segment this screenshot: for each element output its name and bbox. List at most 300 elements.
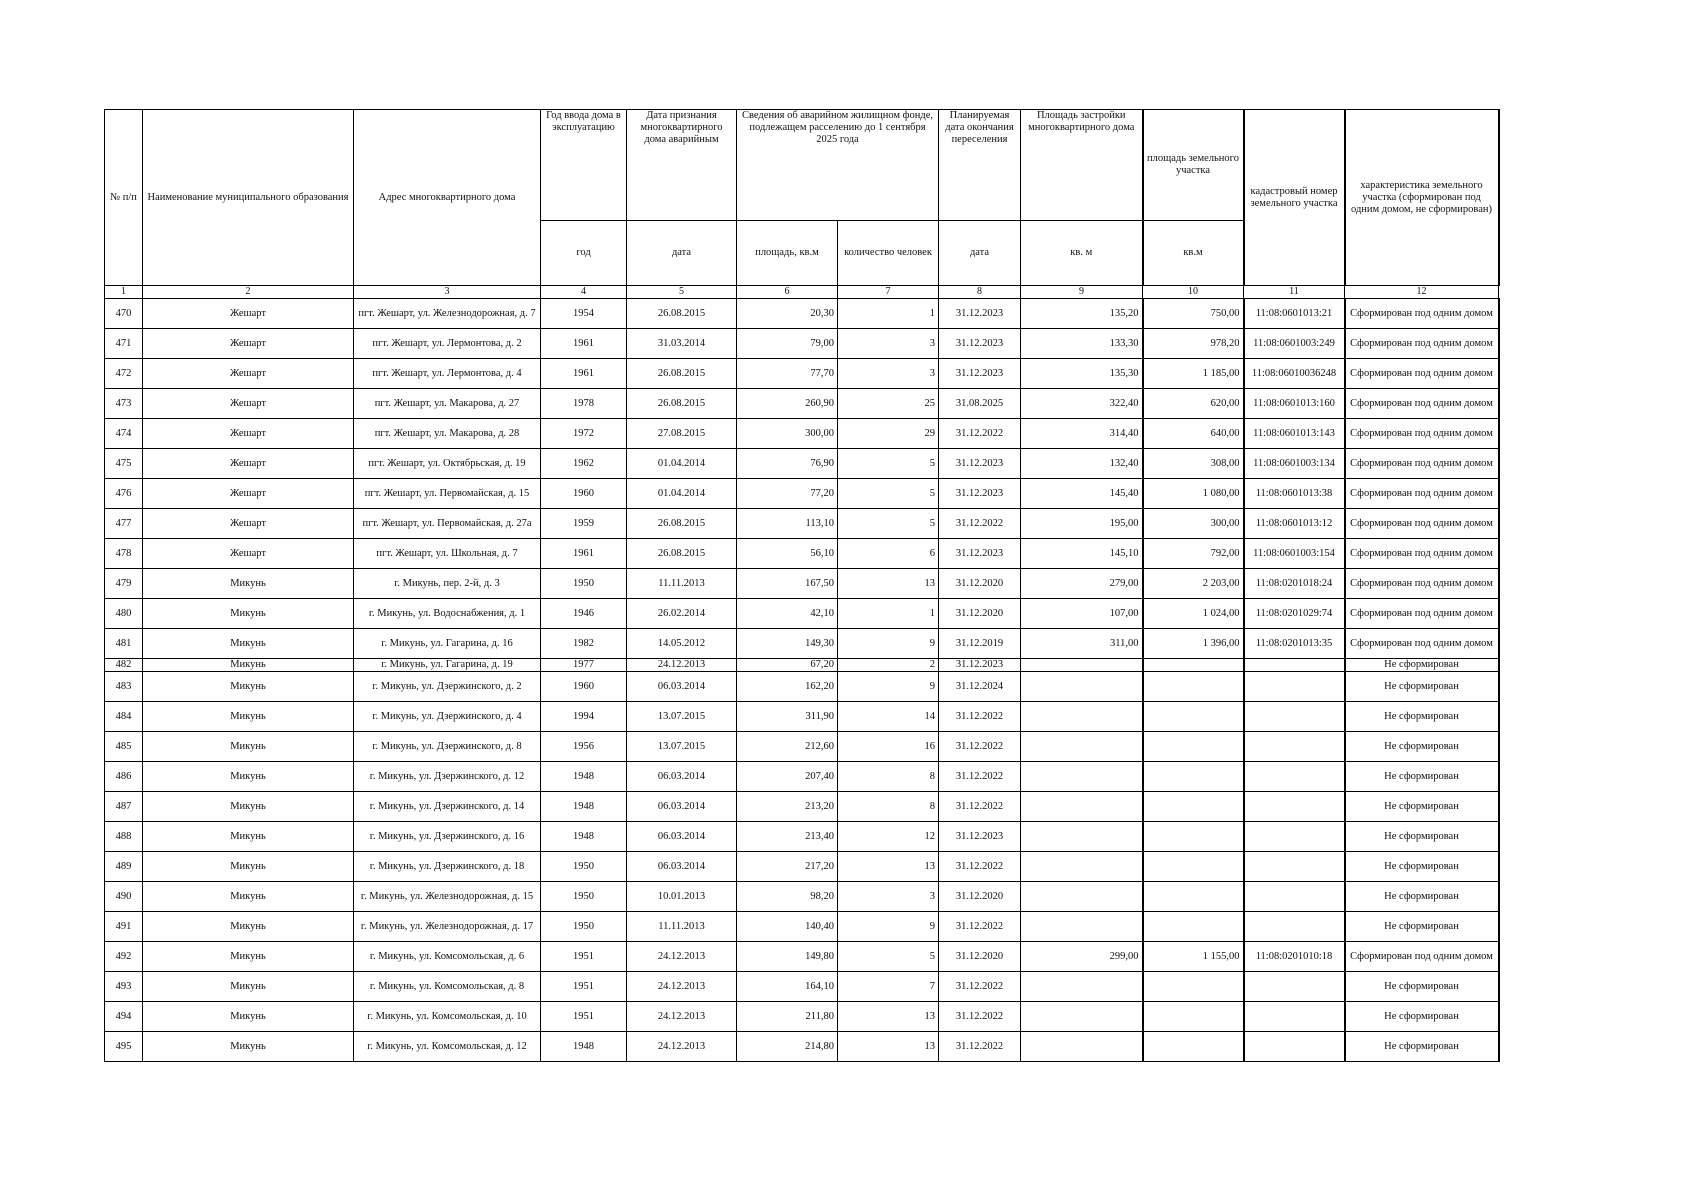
year-cell: 1956 bbox=[541, 732, 627, 762]
municipality-cell: Микунь bbox=[143, 942, 354, 972]
year-cell: 1951 bbox=[541, 972, 627, 1002]
land-char-cell: Не сформирован bbox=[1345, 972, 1499, 1002]
land-char-cell: Сформирован под одним домом bbox=[1345, 599, 1499, 629]
planned-date-cell: 31.12.2023 bbox=[939, 359, 1021, 389]
address-cell: г. Микунь, пер. 2-й, д. 3 bbox=[354, 569, 541, 599]
cadastral-cell: 11:08:0601003:249 bbox=[1244, 329, 1345, 359]
land-char-cell: Не сформирован bbox=[1345, 792, 1499, 822]
table-row bbox=[105, 659, 1499, 672]
building-area-cell: 314,40 bbox=[1021, 419, 1143, 449]
people-cell: 8 bbox=[838, 762, 939, 792]
address-cell: пгт. Жешарт, ул. Макарова, д. 27 bbox=[354, 389, 541, 419]
declared-date-cell: 24.12.2013 bbox=[627, 659, 737, 672]
building-area-cell: 145,40 bbox=[1021, 479, 1143, 509]
people-cell: 5 bbox=[838, 509, 939, 539]
subheader-date: дата bbox=[627, 221, 737, 286]
land-area-cell: 1 155,00 bbox=[1143, 942, 1244, 972]
col-header-address: Адрес многоквартирного дома bbox=[354, 110, 541, 286]
municipality-cell: Микунь bbox=[143, 822, 354, 852]
municipality-cell: Жешарт bbox=[143, 329, 354, 359]
address-cell: г. Микунь, ул. Дзержинского, д. 2 bbox=[354, 672, 541, 702]
column-number: 6 bbox=[737, 286, 838, 299]
building-area-cell: 311,00 bbox=[1021, 629, 1143, 659]
declared-date-cell: 11.11.2013 bbox=[627, 912, 737, 942]
land-char-cell: Не сформирован bbox=[1345, 1032, 1499, 1062]
declared-date-cell: 24.12.2013 bbox=[627, 1032, 737, 1062]
area-cell: 164,10 bbox=[737, 972, 838, 1002]
cadastral-cell bbox=[1244, 1002, 1345, 1032]
building-area-cell: 133,30 bbox=[1021, 329, 1143, 359]
area-cell: 214,80 bbox=[737, 1032, 838, 1062]
area-cell: 140,40 bbox=[737, 912, 838, 942]
address-cell: г. Микунь, ул. Дзержинского, д. 8 bbox=[354, 732, 541, 762]
area-cell: 211,80 bbox=[737, 1002, 838, 1032]
people-cell: 5 bbox=[838, 449, 939, 479]
people-cell: 9 bbox=[838, 672, 939, 702]
land-char-cell: Сформирован под одним домом bbox=[1345, 509, 1499, 539]
people-cell: 14 bbox=[838, 702, 939, 732]
area-cell: 56,10 bbox=[737, 539, 838, 569]
municipality-cell: Жешарт bbox=[143, 419, 354, 449]
declared-date-cell: 10.01.2013 bbox=[627, 882, 737, 912]
cadastral-cell: 11:08:0201010:18 bbox=[1244, 942, 1345, 972]
address-cell: г. Микунь, ул. Гагарина, д. 16 bbox=[354, 629, 541, 659]
land-area-cell: 1 396,00 bbox=[1143, 629, 1244, 659]
land-area-cell bbox=[1143, 792, 1244, 822]
col-header-municipality: Наименование муниципального образования bbox=[143, 110, 354, 286]
column-number: 12 bbox=[1345, 286, 1499, 299]
land-char-cell: Не сформирован bbox=[1345, 852, 1499, 882]
municipality-cell: Микунь bbox=[143, 912, 354, 942]
land-char-cell: Не сформирован bbox=[1345, 702, 1499, 732]
declared-date-cell: 13.07.2015 bbox=[627, 732, 737, 762]
year-cell: 1948 bbox=[541, 1032, 627, 1062]
year-cell: 1959 bbox=[541, 509, 627, 539]
municipality-cell: Жешарт bbox=[143, 449, 354, 479]
table-header bbox=[105, 110, 1499, 299]
table-row bbox=[105, 732, 1499, 762]
column-number: 3 bbox=[354, 286, 541, 299]
declared-date-cell: 06.03.2014 bbox=[627, 822, 737, 852]
people-cell: 9 bbox=[838, 629, 939, 659]
year-cell: 1960 bbox=[541, 479, 627, 509]
column-number: 10 bbox=[1143, 286, 1244, 299]
table-row bbox=[105, 882, 1499, 912]
row-number: 483 bbox=[105, 672, 143, 702]
building-area-cell bbox=[1021, 1032, 1143, 1062]
address-cell: пгт. Жешарт, ул. Лермонтова, д. 2 bbox=[354, 329, 541, 359]
table-body bbox=[105, 299, 1499, 1062]
year-cell: 1978 bbox=[541, 389, 627, 419]
land-char-cell: Не сформирован bbox=[1345, 672, 1499, 702]
row-number: 477 bbox=[105, 509, 143, 539]
land-char-cell: Не сформирован bbox=[1345, 822, 1499, 852]
area-cell: 217,20 bbox=[737, 852, 838, 882]
year-cell: 1948 bbox=[541, 792, 627, 822]
address-cell: г. Микунь, ул. Дзержинского, д. 12 bbox=[354, 762, 541, 792]
planned-date-cell: 31.12.2023 bbox=[939, 822, 1021, 852]
area-cell: 213,20 bbox=[737, 792, 838, 822]
planned-date-cell: 31.12.2022 bbox=[939, 792, 1021, 822]
row-number: 495 bbox=[105, 1032, 143, 1062]
column-number: 8 bbox=[939, 286, 1021, 299]
municipality-cell: Микунь bbox=[143, 972, 354, 1002]
area-cell: 207,40 bbox=[737, 762, 838, 792]
cadastral-cell: 11:08:0201018:24 bbox=[1244, 569, 1345, 599]
planned-date-cell: 31.12.2022 bbox=[939, 912, 1021, 942]
land-char-cell: Не сформирован bbox=[1345, 912, 1499, 942]
municipality-cell: Жешарт bbox=[143, 299, 354, 329]
building-area-cell bbox=[1021, 672, 1143, 702]
land-area-cell bbox=[1143, 852, 1244, 882]
area-cell: 42,10 bbox=[737, 599, 838, 629]
area-cell: 79,00 bbox=[737, 329, 838, 359]
col-header-land-area: площадь земельного участка bbox=[1143, 110, 1244, 221]
planned-date-cell: 31.12.2020 bbox=[939, 569, 1021, 599]
people-cell: 3 bbox=[838, 359, 939, 389]
people-cell: 7 bbox=[838, 972, 939, 1002]
area-cell: 213,40 bbox=[737, 822, 838, 852]
col-header-date-declared: Дата признания многоквартирного дома аварийным bbox=[627, 110, 737, 221]
area-cell: 311,90 bbox=[737, 702, 838, 732]
address-cell: г. Микунь, ул. Комсомольская, д. 10 bbox=[354, 1002, 541, 1032]
municipality-cell: Жешарт bbox=[143, 389, 354, 419]
address-cell: г. Микунь, ул. Дзержинского, д. 18 bbox=[354, 852, 541, 882]
land-char-cell: Сформирован под одним домом bbox=[1345, 539, 1499, 569]
subheader-plan-date: дата bbox=[939, 221, 1021, 286]
building-area-cell: 322,40 bbox=[1021, 389, 1143, 419]
land-area-cell: 620,00 bbox=[1143, 389, 1244, 419]
table-row bbox=[105, 852, 1499, 882]
land-char-cell: Не сформирован bbox=[1345, 762, 1499, 792]
declared-date-cell: 01.04.2014 bbox=[627, 449, 737, 479]
column-number-row bbox=[105, 286, 1499, 299]
row-number: 478 bbox=[105, 539, 143, 569]
year-cell: 1962 bbox=[541, 449, 627, 479]
subheader-build-sqm: кв. м bbox=[1021, 221, 1143, 286]
land-area-cell bbox=[1143, 882, 1244, 912]
area-cell: 149,80 bbox=[737, 942, 838, 972]
housing-table-sheet bbox=[104, 109, 1493, 1062]
column-number: 4 bbox=[541, 286, 627, 299]
cadastral-cell bbox=[1244, 672, 1345, 702]
building-area-cell: 299,00 bbox=[1021, 942, 1143, 972]
planned-date-cell: 31.12.2022 bbox=[939, 1032, 1021, 1062]
people-cell: 2 bbox=[838, 659, 939, 672]
table-row bbox=[105, 1032, 1499, 1062]
table-row bbox=[105, 972, 1499, 1002]
planned-date-cell: 31.12.2023 bbox=[939, 329, 1021, 359]
building-area-cell bbox=[1021, 732, 1143, 762]
land-char-cell: Не сформирован bbox=[1345, 659, 1499, 672]
declared-date-cell: 06.03.2014 bbox=[627, 852, 737, 882]
address-cell: г. Микунь, ул. Комсомольская, д. 12 bbox=[354, 1032, 541, 1062]
address-cell: г. Микунь, ул. Дзержинского, д. 14 bbox=[354, 792, 541, 822]
address-cell: г. Микунь, ул. Дзержинского, д. 16 bbox=[354, 822, 541, 852]
year-cell: 1946 bbox=[541, 599, 627, 629]
municipality-cell: Микунь bbox=[143, 852, 354, 882]
land-char-cell: Не сформирован bbox=[1345, 882, 1499, 912]
land-char-cell: Сформирован под одним домом bbox=[1345, 569, 1499, 599]
municipality-cell: Микунь bbox=[143, 599, 354, 629]
declared-date-cell: 26.08.2015 bbox=[627, 359, 737, 389]
land-char-cell: Не сформирован bbox=[1345, 1002, 1499, 1032]
col-header-building-area: Площадь застройки многоквартирного дома bbox=[1021, 110, 1143, 221]
land-area-cell bbox=[1143, 822, 1244, 852]
year-cell: 1982 bbox=[541, 629, 627, 659]
planned-date-cell: 31.12.2023 bbox=[939, 539, 1021, 569]
cadastral-cell: 11:08:0601013:38 bbox=[1244, 479, 1345, 509]
cadastral-cell bbox=[1244, 972, 1345, 1002]
land-area-cell bbox=[1143, 1002, 1244, 1032]
address-cell: пгт. Жешарт, ул. Первомайская, д. 15 bbox=[354, 479, 541, 509]
year-cell: 1960 bbox=[541, 672, 627, 702]
land-area-cell bbox=[1143, 672, 1244, 702]
land-area-cell: 1 185,00 bbox=[1143, 359, 1244, 389]
row-number: 493 bbox=[105, 972, 143, 1002]
people-cell: 8 bbox=[838, 792, 939, 822]
land-area-cell bbox=[1143, 972, 1244, 1002]
area-cell: 20,30 bbox=[737, 299, 838, 329]
land-area-cell: 300,00 bbox=[1143, 509, 1244, 539]
address-cell: пгт. Жешарт, ул. Железнодорожная, д. 7 bbox=[354, 299, 541, 329]
cadastral-cell: 11:08:0201013:35 bbox=[1244, 629, 1345, 659]
cadastral-cell: 11:08:0201029:74 bbox=[1244, 599, 1345, 629]
planned-date-cell: 31.12.2023 bbox=[939, 449, 1021, 479]
declared-date-cell: 24.12.2013 bbox=[627, 972, 737, 1002]
address-cell: пгт. Жешарт, ул. Макарова, д. 28 bbox=[354, 419, 541, 449]
land-area-cell: 1 024,00 bbox=[1143, 599, 1244, 629]
land-area-cell: 308,00 bbox=[1143, 449, 1244, 479]
people-cell: 6 bbox=[838, 539, 939, 569]
cadastral-cell bbox=[1244, 762, 1345, 792]
land-char-cell: Сформирован под одним домом bbox=[1345, 389, 1499, 419]
people-cell: 9 bbox=[838, 912, 939, 942]
column-number: 9 bbox=[1021, 286, 1143, 299]
table-row bbox=[105, 359, 1499, 389]
year-cell: 1948 bbox=[541, 762, 627, 792]
declared-date-cell: 24.12.2013 bbox=[627, 1002, 737, 1032]
year-cell: 1951 bbox=[541, 942, 627, 972]
declared-date-cell: 06.03.2014 bbox=[627, 762, 737, 792]
planned-date-cell: 31.08.2025 bbox=[939, 389, 1021, 419]
people-cell: 3 bbox=[838, 329, 939, 359]
declared-date-cell: 06.03.2014 bbox=[627, 672, 737, 702]
row-number: 492 bbox=[105, 942, 143, 972]
municipality-cell: Микунь bbox=[143, 792, 354, 822]
land-area-cell: 750,00 bbox=[1143, 299, 1244, 329]
people-cell: 13 bbox=[838, 569, 939, 599]
declared-date-cell: 26.08.2015 bbox=[627, 389, 737, 419]
municipality-cell: Микунь bbox=[143, 672, 354, 702]
cadastral-cell bbox=[1244, 882, 1345, 912]
planned-date-cell: 31.12.2023 bbox=[939, 479, 1021, 509]
table-row bbox=[105, 672, 1499, 702]
building-area-cell bbox=[1021, 792, 1143, 822]
address-cell: пгт. Жешарт, ул. Лермонтова, д. 4 bbox=[354, 359, 541, 389]
municipality-cell: Микунь bbox=[143, 702, 354, 732]
address-cell: г. Микунь, ул. Дзержинского, д. 4 bbox=[354, 702, 541, 732]
year-cell: 1961 bbox=[541, 539, 627, 569]
people-cell: 13 bbox=[838, 1032, 939, 1062]
row-number: 488 bbox=[105, 822, 143, 852]
row-number: 470 bbox=[105, 299, 143, 329]
cadastral-cell bbox=[1244, 822, 1345, 852]
area-cell: 260,90 bbox=[737, 389, 838, 419]
people-cell: 13 bbox=[838, 852, 939, 882]
declared-date-cell: 24.12.2013 bbox=[627, 942, 737, 972]
year-cell: 1948 bbox=[541, 822, 627, 852]
col-header-cadastral: кадастровый номер земельного участка bbox=[1244, 110, 1345, 286]
building-area-cell: 279,00 bbox=[1021, 569, 1143, 599]
land-area-cell bbox=[1143, 1032, 1244, 1062]
year-cell: 1961 bbox=[541, 329, 627, 359]
people-cell: 1 bbox=[838, 599, 939, 629]
row-number: 473 bbox=[105, 389, 143, 419]
declared-date-cell: 06.03.2014 bbox=[627, 792, 737, 822]
building-area-cell bbox=[1021, 822, 1143, 852]
land-area-cell: 792,00 bbox=[1143, 539, 1244, 569]
subheader-people: количество человек bbox=[838, 221, 939, 286]
cadastral-cell bbox=[1244, 659, 1345, 672]
land-char-cell: Сформирован под одним домом bbox=[1345, 299, 1499, 329]
municipality-cell: Жешарт bbox=[143, 509, 354, 539]
people-cell: 3 bbox=[838, 882, 939, 912]
column-number: 2 bbox=[143, 286, 354, 299]
row-number: 472 bbox=[105, 359, 143, 389]
year-cell: 1951 bbox=[541, 1002, 627, 1032]
municipality-cell: Микунь bbox=[143, 1002, 354, 1032]
area-cell: 76,90 bbox=[737, 449, 838, 479]
planned-date-cell: 31.12.2022 bbox=[939, 972, 1021, 1002]
table-row bbox=[105, 539, 1499, 569]
area-cell: 98,20 bbox=[737, 882, 838, 912]
land-char-cell: Сформирован под одним домом bbox=[1345, 942, 1499, 972]
emergency-housing-table bbox=[104, 109, 1500, 1062]
land-area-cell bbox=[1143, 912, 1244, 942]
people-cell: 5 bbox=[838, 942, 939, 972]
area-cell: 77,70 bbox=[737, 359, 838, 389]
planned-date-cell: 31.12.2019 bbox=[939, 629, 1021, 659]
planned-date-cell: 31.12.2020 bbox=[939, 599, 1021, 629]
building-area-cell: 132,40 bbox=[1021, 449, 1143, 479]
people-cell: 16 bbox=[838, 732, 939, 762]
area-cell: 300,00 bbox=[737, 419, 838, 449]
planned-date-cell: 31.12.2022 bbox=[939, 732, 1021, 762]
municipality-cell: Микунь bbox=[143, 659, 354, 672]
building-area-cell bbox=[1021, 882, 1143, 912]
land-area-cell bbox=[1143, 762, 1244, 792]
cadastral-cell: 11:08:0601013:143 bbox=[1244, 419, 1345, 449]
cadastral-cell: 11:08:0601013:12 bbox=[1244, 509, 1345, 539]
area-cell: 113,10 bbox=[737, 509, 838, 539]
building-area-cell bbox=[1021, 972, 1143, 1002]
declared-date-cell: 01.04.2014 bbox=[627, 479, 737, 509]
people-cell: 5 bbox=[838, 479, 939, 509]
land-area-cell bbox=[1143, 702, 1244, 732]
people-cell: 25 bbox=[838, 389, 939, 419]
address-cell: г. Микунь, ул. Комсомольская, д. 8 bbox=[354, 972, 541, 1002]
column-number: 11 bbox=[1244, 286, 1345, 299]
municipality-cell: Микунь bbox=[143, 882, 354, 912]
row-number: 471 bbox=[105, 329, 143, 359]
people-cell: 12 bbox=[838, 822, 939, 852]
cadastral-cell: 11:08:0601003:154 bbox=[1244, 539, 1345, 569]
col-header-planned-end: Планируемая дата окончания переселения bbox=[939, 110, 1021, 221]
municipality-cell: Микунь bbox=[143, 1032, 354, 1062]
address-cell: г. Микунь, ул. Гагарина, д. 19 bbox=[354, 659, 541, 672]
cadastral-cell bbox=[1244, 912, 1345, 942]
table-row bbox=[105, 792, 1499, 822]
area-cell: 77,20 bbox=[737, 479, 838, 509]
declared-date-cell: 26.08.2015 bbox=[627, 299, 737, 329]
municipality-cell: Жешарт bbox=[143, 539, 354, 569]
area-cell: 212,60 bbox=[737, 732, 838, 762]
planned-date-cell: 31.12.2024 bbox=[939, 672, 1021, 702]
year-cell: 1950 bbox=[541, 569, 627, 599]
land-char-cell: Не сформирован bbox=[1345, 732, 1499, 762]
subheader-year: год bbox=[541, 221, 627, 286]
row-number: 485 bbox=[105, 732, 143, 762]
year-cell: 1994 bbox=[541, 702, 627, 732]
cadastral-cell: 11:08:0601013:160 bbox=[1244, 389, 1345, 419]
land-char-cell: Сформирован под одним домом bbox=[1345, 419, 1499, 449]
year-cell: 1961 bbox=[541, 359, 627, 389]
row-number: 484 bbox=[105, 702, 143, 732]
row-number: 489 bbox=[105, 852, 143, 882]
address-cell: г. Микунь, ул. Водоснабжения, д. 1 bbox=[354, 599, 541, 629]
year-cell: 1977 bbox=[541, 659, 627, 672]
table-row bbox=[105, 1002, 1499, 1032]
row-number: 491 bbox=[105, 912, 143, 942]
year-cell: 1954 bbox=[541, 299, 627, 329]
land-area-cell: 2 203,00 bbox=[1143, 569, 1244, 599]
building-area-cell: 107,00 bbox=[1021, 599, 1143, 629]
col-header-land-char: характеристика земельного участка (сформирован под одним домом, не сформирован) bbox=[1345, 110, 1499, 286]
building-area-cell bbox=[1021, 852, 1143, 882]
area-cell: 162,20 bbox=[737, 672, 838, 702]
address-cell: г. Микунь, ул. Железнодорожная, д. 17 bbox=[354, 912, 541, 942]
subheader-land-sqm: кв.м bbox=[1143, 221, 1244, 286]
address-cell: г. Микунь, ул. Комсомольская, д. 6 bbox=[354, 942, 541, 972]
cadastral-cell bbox=[1244, 1032, 1345, 1062]
people-cell: 13 bbox=[838, 1002, 939, 1032]
row-number: 482 bbox=[105, 659, 143, 672]
land-area-cell bbox=[1143, 732, 1244, 762]
year-cell: 1950 bbox=[541, 882, 627, 912]
municipality-cell: Жешарт bbox=[143, 479, 354, 509]
declared-date-cell: 26.02.2014 bbox=[627, 599, 737, 629]
land-area-cell: 978,20 bbox=[1143, 329, 1244, 359]
row-number: 494 bbox=[105, 1002, 143, 1032]
table-row bbox=[105, 599, 1499, 629]
year-cell: 1972 bbox=[541, 419, 627, 449]
declared-date-cell: 13.07.2015 bbox=[627, 702, 737, 732]
municipality-cell: Микунь bbox=[143, 629, 354, 659]
planned-date-cell: 31.12.2022 bbox=[939, 762, 1021, 792]
land-char-cell: Сформирован под одним домом bbox=[1345, 359, 1499, 389]
people-cell: 29 bbox=[838, 419, 939, 449]
table-row bbox=[105, 299, 1499, 329]
table-row bbox=[105, 822, 1499, 852]
col-header-year-built: Год ввода дома в эксплуатацию bbox=[541, 110, 627, 221]
planned-date-cell: 31.12.2022 bbox=[939, 1002, 1021, 1032]
planned-date-cell: 31.12.2020 bbox=[939, 942, 1021, 972]
cadastral-cell: 11:08:0601013:21 bbox=[1244, 299, 1345, 329]
declared-date-cell: 31.03.2014 bbox=[627, 329, 737, 359]
cadastral-cell bbox=[1244, 732, 1345, 762]
row-number: 481 bbox=[105, 629, 143, 659]
